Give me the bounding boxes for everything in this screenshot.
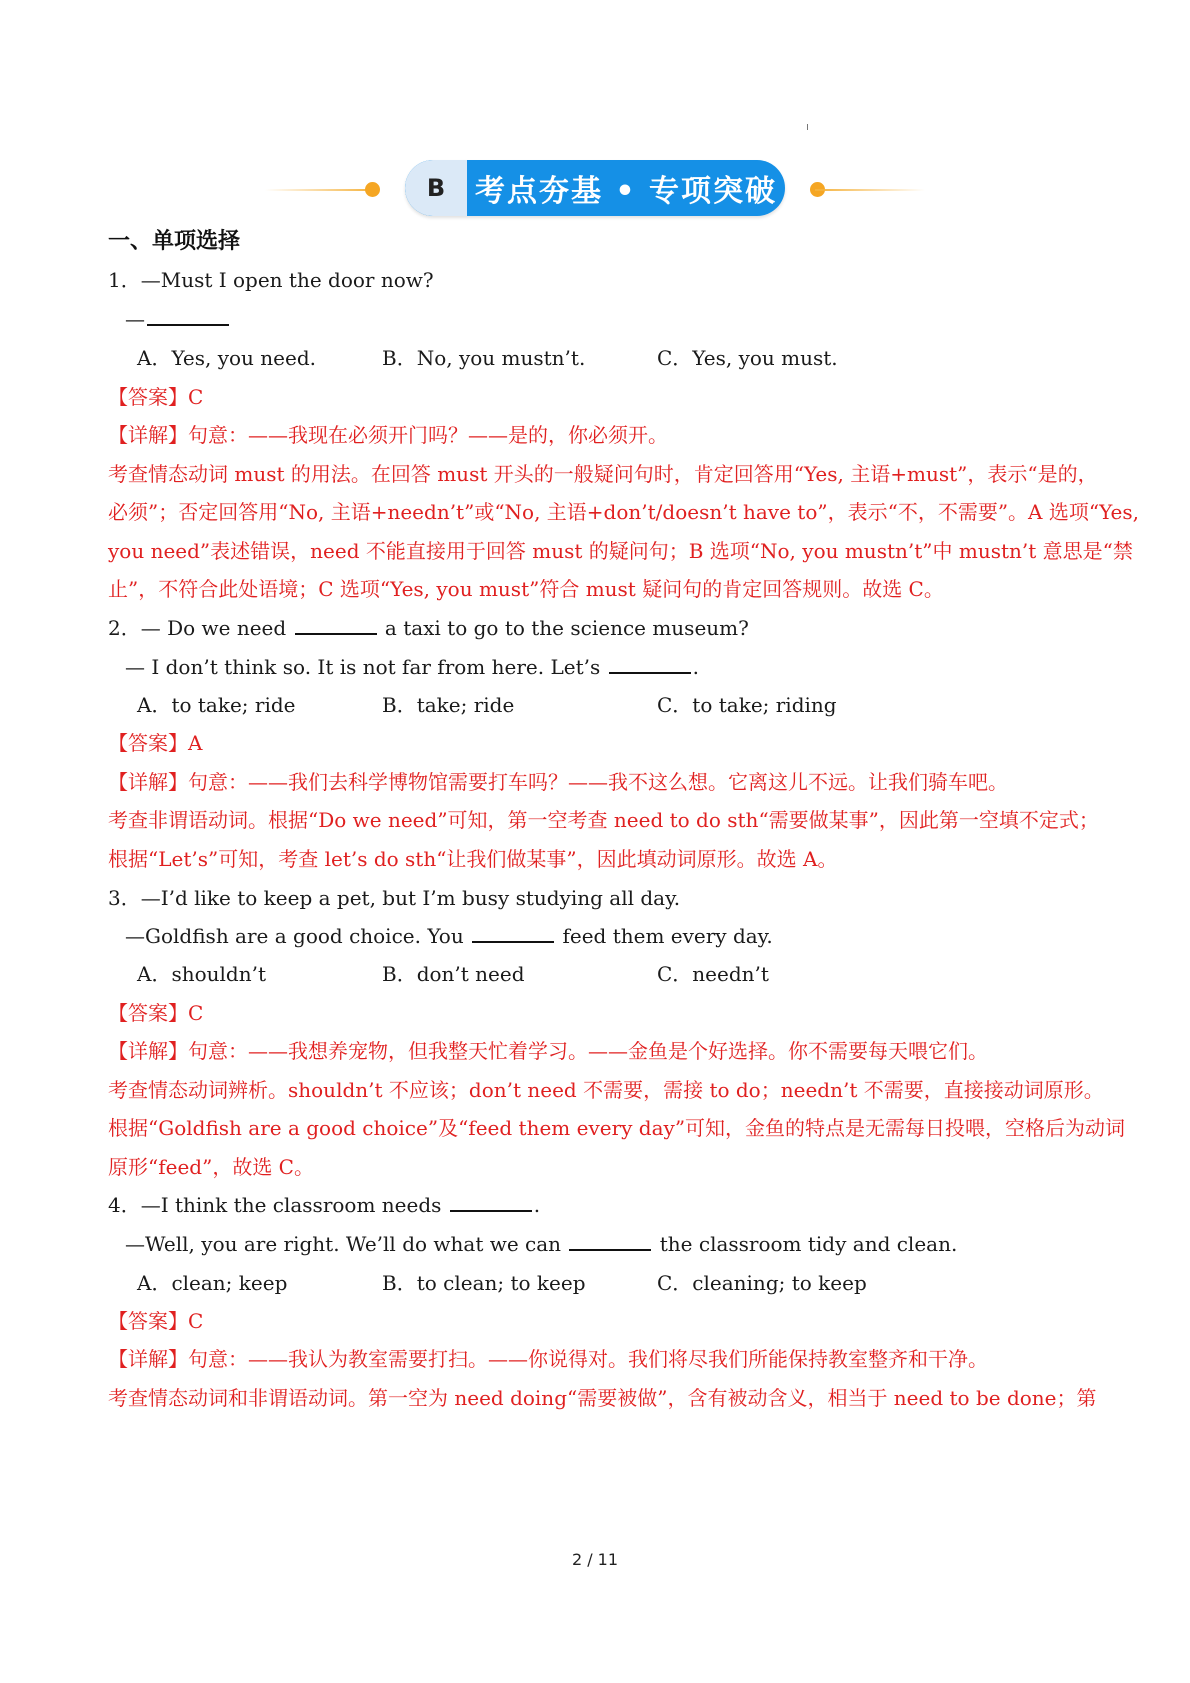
q3-option-a: A．shouldn’t <box>137 962 266 986</box>
q4-option-c: C．cleaning; to keep <box>657 1271 867 1295</box>
q3-reply-pre: —Goldfish are a good choice. You <box>125 924 464 948</box>
q4-blank-1 <box>450 1192 532 1212</box>
q1-detail-line: 必须”；否定回答用“No, 主语+needn’t”或“No, 主语+don’t/doesn’t have to”，表示“不，不需要”。A 选项“Yes, <box>108 500 1139 524</box>
section-banner <box>265 160 925 220</box>
q1-blank <box>147 306 229 326</box>
banner-badge: B <box>405 160 467 216</box>
q4-detail-line: 【详解】句意：——我认为教室需要打扫。——你说得对。我们将尽我们所能保持教室整齐和干净。 <box>108 1347 988 1371</box>
q2-stem-pre: 2．— Do we need <box>108 616 287 640</box>
q2-detail-line: 根据“Let’s”可知，考查 let’s do sth“让我们做某事”，因此填动词原形。故选 A。 <box>108 847 838 871</box>
banner-pill <box>405 160 785 216</box>
q2-stem <box>108 615 749 641</box>
q2-stem-post: a taxi to go to the science museum? <box>384 616 749 640</box>
q3-detail-line: 根据“Goldfish are a good choice”及“feed them every day”可知，金鱼的特点是无需每日投喂，空格后为动词 <box>108 1116 1126 1140</box>
q4-option-b: B．to clean; to keep <box>382 1271 586 1295</box>
q4-reply-pre: —Well, you are right. We’ll do what we can <box>125 1232 562 1256</box>
q1-detail-line: 止”，不符合此处语境；C 选项“Yes, you must”符合 must 疑问句的肯定回答规则。故选 C。 <box>108 577 944 601</box>
q1-detail-line: 考查情态动词 must 的用法。在回答 must 开头的一般疑问句时，肯定回答用“Yes, 主语+must”，表示“是的， <box>108 462 1098 486</box>
q4-stem-pre: 4．—I think the classroom needs <box>108 1193 442 1217</box>
q2-reply-post: . <box>692 655 699 679</box>
q3-option-b: B．don’t need <box>382 962 525 986</box>
banner-title: 考点夯基 • 专项突破 <box>474 174 778 209</box>
q1-reply <box>125 306 231 332</box>
q3-option-c: C．needn’t <box>657 962 769 986</box>
q4-blank-2 <box>569 1231 651 1251</box>
q3-reply-post: feed them every day. <box>562 924 773 948</box>
q2-option-b: B．take; ride <box>382 693 515 717</box>
q1-detail-line: you need”表述错误，need 不能直接用于回答 must 的疑问句；B 选项“No, you mustn’t”中 mustn’t 意思是“禁 <box>108 539 1133 563</box>
q1-option-c: C．Yes, you must. <box>657 346 838 370</box>
q1-stem: 1．—Must I open the door now? <box>108 268 434 292</box>
q2-answer: 【答案】A <box>108 731 203 755</box>
q2-option-a: A．to take; ride <box>137 693 296 717</box>
q4-stem-post: . <box>533 1193 541 1217</box>
q1-answer: 【答案】C <box>108 385 204 409</box>
q2-blank-1 <box>295 615 377 635</box>
q4-reply-post: the classroom tidy and clean. <box>659 1232 958 1256</box>
q3-reply <box>125 923 773 949</box>
q2-blank-2 <box>609 654 691 674</box>
q1-reply-dash: — <box>125 307 145 331</box>
page-number: 2 / 11 <box>571 1550 619 1569</box>
q3-detail-line: 考查情态动词辨析。shouldn’t 不应该；don’t need 不需要，需接 to do；needn’t 不需要，直接接动词原形。 <box>108 1078 1104 1102</box>
banner-line-left <box>265 189 375 191</box>
q3-detail-line: 原形“feed”，故选 C。 <box>108 1155 314 1179</box>
q2-reply-pre: — I don’t think so. It is not far from here. Let’s <box>125 655 601 679</box>
q1-option-a: A．Yes, you need. <box>137 346 317 370</box>
q4-detail-line: 考查情态动词和非谓语动词。第一空为 need doing“需要被做”，含有被动含义，相当于 need to be done；第 <box>108 1386 1097 1410</box>
q2-detail-line: 【详解】句意：——我们去科学博物馆需要打车吗？——我不这么想。它离这儿不远。让我们骑车吧。 <box>108 770 1008 794</box>
q2-reply <box>125 654 699 680</box>
q3-detail-line: 【详解】句意：——我想养宠物，但我整天忙着学习。——金鱼是个好选择。你不需要每天喂它们。 <box>108 1039 988 1063</box>
q4-option-a: A．clean; keep <box>137 1271 288 1295</box>
q2-option-c: C．to take; riding <box>657 693 837 717</box>
scan-mark <box>807 124 808 130</box>
q3-blank <box>472 923 554 943</box>
q4-answer: 【答案】C <box>108 1309 204 1333</box>
q3-answer: 【答案】C <box>108 1001 204 1025</box>
q4-stem <box>108 1192 540 1218</box>
q4-reply <box>125 1231 957 1257</box>
section-title: 一、单项选择 <box>108 229 241 254</box>
banner-line-right <box>815 189 925 191</box>
q1-option-b: B．No, you mustn’t. <box>382 346 586 370</box>
q1-detail-line: 【详解】句意：——我现在必须开门吗？——是的，你必须开。 <box>108 423 668 447</box>
q3-stem: 3．—I’d like to keep a pet, but I’m busy studying all day. <box>108 886 681 910</box>
banner-dot-left <box>365 182 380 197</box>
q2-detail-line: 考查非谓语动词。根据“Do we need”可知，第一空考查 need to do sth“需要做某事”，因此第一空填不定式； <box>108 808 1099 832</box>
